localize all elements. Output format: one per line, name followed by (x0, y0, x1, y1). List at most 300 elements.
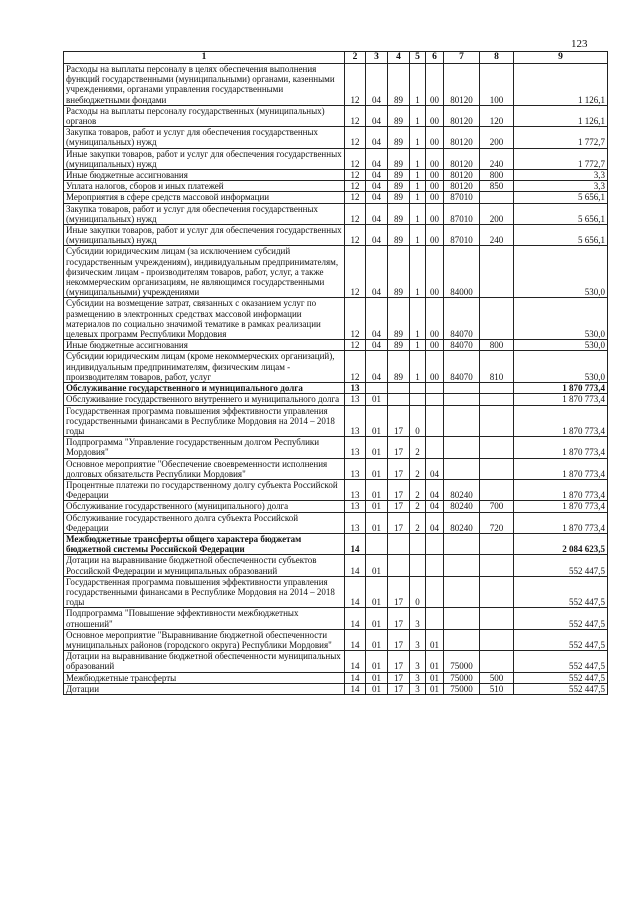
expense-type-cell (480, 458, 514, 479)
activity-cell: 04 (426, 479, 444, 500)
direction-cell (444, 458, 480, 479)
table-row (64, 458, 608, 479)
subprogram-cell: 1 (410, 246, 426, 298)
name-cell: Расходы на выплаты персоналу государственных (муниципальных) органов (64, 105, 345, 126)
direction-cell: 80120 (444, 127, 480, 148)
amount-cell: 552 447,5 (514, 672, 608, 683)
subsection-cell: 01 (366, 479, 388, 500)
activity-cell: 01 (426, 629, 444, 650)
table-row (64, 405, 608, 437)
subprogram-cell (410, 555, 426, 576)
subsection-cell: 04 (366, 246, 388, 298)
subsection-cell: 01 (366, 394, 388, 405)
direction-cell: 84070 (444, 298, 480, 340)
program-cell: 89 (388, 298, 410, 340)
subprogram-cell (410, 383, 426, 394)
activity-cell: 01 (426, 672, 444, 683)
expense-type-cell: 500 (480, 672, 514, 683)
name-cell: Межбюджетные трансферты общего характера бюджетам бюджетной системы Российской Федерации (64, 533, 345, 554)
activity-cell: 00 (426, 340, 444, 351)
activity-cell (426, 437, 444, 458)
program-cell: 17 (388, 683, 410, 694)
section-cell: 12 (345, 203, 366, 224)
subsection-cell (366, 383, 388, 394)
table-row (64, 148, 608, 169)
program-cell: 17 (388, 672, 410, 683)
amount-cell: 1 870 773,4 (514, 405, 608, 437)
direction-cell: 87010 (444, 203, 480, 224)
subsection-cell: 04 (366, 170, 388, 181)
header-cell: 5 (410, 52, 426, 64)
program-cell (388, 394, 410, 405)
table-row (64, 170, 608, 181)
table-row (64, 192, 608, 203)
program-cell: 89 (388, 203, 410, 224)
name-cell: Иные бюджетные ассигнования (64, 340, 345, 351)
name-cell: Подпрограмма "Повышение эффективности межбюджетных отношений" (64, 608, 345, 629)
activity-cell (426, 576, 444, 608)
section-cell: 13 (345, 405, 366, 437)
name-cell: Иные закупки товаров, работ и услуг для обеспечения государственных (муниципальных) нужд (64, 148, 345, 169)
direction-cell: 84000 (444, 246, 480, 298)
expense-type-cell: 700 (480, 501, 514, 512)
direction-cell (444, 533, 480, 554)
name-cell: Уплата налогов, сборов и иных платежей (64, 181, 345, 192)
expense-type-cell: 810 (480, 351, 514, 383)
subsection-cell: 04 (366, 64, 388, 106)
direction-cell: 87010 (444, 225, 480, 246)
activity-cell: 01 (426, 651, 444, 672)
subsection-cell: 04 (366, 105, 388, 126)
subprogram-cell (410, 394, 426, 405)
table-row (64, 512, 608, 533)
name-cell: Мероприятия в сфере средств массовой информации (64, 192, 345, 203)
section-cell: 13 (345, 383, 366, 394)
table-row (64, 576, 608, 608)
section-cell: 14 (345, 683, 366, 694)
table-body (64, 64, 608, 695)
expense-type-cell: 100 (480, 64, 514, 106)
name-cell: Обслуживание государственного (муниципального) долга (64, 501, 345, 512)
header-cell: 3 (366, 52, 388, 64)
expense-type-cell: 120 (480, 105, 514, 126)
header-cell: 9 (514, 52, 608, 64)
amount-cell: 3,3 (514, 170, 608, 181)
name-cell: Подпрограмма "Управление государственным долгом Республики Мордовия" (64, 437, 345, 458)
subsection-cell: 01 (366, 555, 388, 576)
table-row (64, 340, 608, 351)
expense-type-cell: 200 (480, 127, 514, 148)
table-row (64, 479, 608, 500)
expense-type-cell: 720 (480, 512, 514, 533)
direction-cell: 80120 (444, 170, 480, 181)
subsection-cell: 01 (366, 501, 388, 512)
section-cell: 12 (345, 351, 366, 383)
expense-type-cell: 240 (480, 148, 514, 169)
program-cell (388, 555, 410, 576)
expense-type-cell (480, 533, 514, 554)
table-row (64, 105, 608, 126)
direction-cell (444, 608, 480, 629)
program-cell: 89 (388, 148, 410, 169)
header-cell: 1 (64, 52, 345, 64)
table-row (64, 608, 608, 629)
header-row (64, 52, 608, 64)
direction-cell (444, 629, 480, 650)
section-cell: 14 (345, 555, 366, 576)
section-cell: 12 (345, 170, 366, 181)
direction-cell (444, 555, 480, 576)
expense-type-cell (480, 479, 514, 500)
direction-cell: 80120 (444, 105, 480, 126)
name-cell: Дотации на выравнивание бюджетной обеспеченности субъектов Российской Федерации и муниципальных образований (64, 555, 345, 576)
activity-cell: 00 (426, 351, 444, 383)
activity-cell: 00 (426, 127, 444, 148)
table-row (64, 672, 608, 683)
subsection-cell: 04 (366, 127, 388, 148)
activity-cell: 00 (426, 225, 444, 246)
name-cell: Дотации (64, 683, 345, 694)
expense-type-cell: 240 (480, 225, 514, 246)
section-cell: 13 (345, 501, 366, 512)
program-cell (388, 383, 410, 394)
amount-cell: 3,3 (514, 181, 608, 192)
subprogram-cell: 2 (410, 458, 426, 479)
amount-cell: 552 447,5 (514, 576, 608, 608)
table-row (64, 127, 608, 148)
subprogram-cell: 3 (410, 629, 426, 650)
amount-cell: 552 447,5 (514, 651, 608, 672)
activity-cell: 04 (426, 512, 444, 533)
subprogram-cell: 1 (410, 192, 426, 203)
program-cell: 17 (388, 458, 410, 479)
section-cell: 12 (345, 105, 366, 126)
activity-cell: 00 (426, 64, 444, 106)
amount-cell: 1 870 773,4 (514, 394, 608, 405)
direction-cell (444, 394, 480, 405)
activity-cell: 00 (426, 298, 444, 340)
table-row (64, 298, 608, 340)
subsection-cell: 04 (366, 181, 388, 192)
program-cell: 89 (388, 192, 410, 203)
activity-cell: 00 (426, 246, 444, 298)
name-cell: Государственная программа повышения эффективности управления государственными финансами в Республике Мордовия на 2014 – 2018 годы (64, 405, 345, 437)
amount-cell: 552 447,5 (514, 555, 608, 576)
expense-type-cell: 800 (480, 170, 514, 181)
amount-cell: 530,0 (514, 340, 608, 351)
section-cell: 12 (345, 340, 366, 351)
subprogram-cell: 3 (410, 651, 426, 672)
activity-cell (426, 608, 444, 629)
expense-type-cell (480, 555, 514, 576)
direction-cell: 80120 (444, 181, 480, 192)
amount-cell: 5 656,1 (514, 225, 608, 246)
subsection-cell: 01 (366, 512, 388, 533)
direction-cell: 75000 (444, 672, 480, 683)
subsection-cell: 04 (366, 298, 388, 340)
expense-type-cell (480, 608, 514, 629)
amount-cell: 5 656,1 (514, 203, 608, 224)
subsection-cell: 01 (366, 672, 388, 683)
program-cell: 17 (388, 629, 410, 650)
section-cell: 12 (345, 192, 366, 203)
header-cell: 6 (426, 52, 444, 64)
expense-type-cell (480, 383, 514, 394)
table-row (64, 394, 608, 405)
subprogram-cell: 0 (410, 576, 426, 608)
subprogram-cell: 2 (410, 437, 426, 458)
program-cell: 89 (388, 225, 410, 246)
page-number: 123 (571, 38, 588, 50)
section-cell: 14 (345, 608, 366, 629)
expense-type-cell (480, 246, 514, 298)
subsection-cell: 01 (366, 405, 388, 437)
subsection-cell: 01 (366, 651, 388, 672)
subsection-cell: 01 (366, 683, 388, 694)
section-cell: 12 (345, 225, 366, 246)
budget-table (63, 51, 608, 695)
subprogram-cell (410, 533, 426, 554)
section-cell: 12 (345, 64, 366, 106)
name-cell: Иные бюджетные ассигнования (64, 170, 345, 181)
subprogram-cell: 1 (410, 148, 426, 169)
subsection-cell: 04 (366, 351, 388, 383)
name-cell: Основное мероприятие "Выравнивание бюджетной обеспеченности муниципальных районов (городского округа) Республики Мордовия" (64, 629, 345, 650)
name-cell: Иные закупки товаров, работ и услуг для обеспечения государственных (муниципальных) нужд (64, 225, 345, 246)
program-cell: 89 (388, 105, 410, 126)
activity-cell: 00 (426, 170, 444, 181)
section-cell: 13 (345, 394, 366, 405)
section-cell: 14 (345, 651, 366, 672)
activity-cell: 00 (426, 105, 444, 126)
program-cell: 89 (388, 351, 410, 383)
section-cell: 13 (345, 479, 366, 500)
section-cell: 14 (345, 629, 366, 650)
name-cell: Основное мероприятие "Обеспечение своевременности исполнения долговых обязательств Республики Мордовия" (64, 458, 345, 479)
expense-type-cell (480, 394, 514, 405)
section-cell: 12 (345, 181, 366, 192)
amount-cell: 530,0 (514, 351, 608, 383)
header-cell: 8 (480, 52, 514, 64)
expense-type-cell: 850 (480, 181, 514, 192)
program-cell: 17 (388, 651, 410, 672)
activity-cell (426, 533, 444, 554)
direction-cell: 84070 (444, 340, 480, 351)
activity-cell (426, 383, 444, 394)
amount-cell: 1 126,1 (514, 64, 608, 106)
subprogram-cell: 1 (410, 127, 426, 148)
name-cell: Процентные платежи по государственному долгу субъекта Российской Федерации (64, 479, 345, 500)
name-cell: Обслуживание государственного долга субъекта Российской Федерации (64, 512, 345, 533)
expense-type-cell: 200 (480, 203, 514, 224)
subprogram-cell: 1 (410, 340, 426, 351)
activity-cell: 00 (426, 148, 444, 169)
direction-cell: 80240 (444, 479, 480, 500)
table-row (64, 225, 608, 246)
subsection-cell: 01 (366, 458, 388, 479)
amount-cell: 552 447,5 (514, 629, 608, 650)
name-cell: Обслуживание государственного внутреннего и муниципального долга (64, 394, 345, 405)
expense-type-cell (480, 576, 514, 608)
subprogram-cell: 2 (410, 479, 426, 500)
section-cell: 12 (345, 246, 366, 298)
program-cell: 89 (388, 246, 410, 298)
amount-cell: 1 772,7 (514, 127, 608, 148)
header-cell: 7 (444, 52, 480, 64)
name-cell: Обслуживание государственного и муниципального долга (64, 383, 345, 394)
activity-cell: 04 (426, 458, 444, 479)
amount-cell: 1 870 773,4 (514, 512, 608, 533)
header-cell: 2 (345, 52, 366, 64)
amount-cell: 1 870 773,4 (514, 383, 608, 394)
table-row (64, 351, 608, 383)
name-cell: Расходы на выплаты персоналу в целях обеспечения выполнения функций государственными (муниципальными) органами, казенными учреждениями, органами управления государственными внебюджетными фондами (64, 64, 345, 106)
name-cell: Закупка товаров, работ и услуг для обеспечения государственных (муниципальных) нужд (64, 127, 345, 148)
direction-cell (444, 383, 480, 394)
table-row (64, 246, 608, 298)
expense-type-cell: 510 (480, 683, 514, 694)
activity-cell: 00 (426, 192, 444, 203)
subprogram-cell: 2 (410, 512, 426, 533)
program-cell: 17 (388, 479, 410, 500)
subsection-cell: 01 (366, 576, 388, 608)
subsection-cell (366, 533, 388, 554)
subprogram-cell: 2 (410, 501, 426, 512)
subsection-cell: 04 (366, 203, 388, 224)
amount-cell: 1 870 773,4 (514, 437, 608, 458)
activity-cell (426, 394, 444, 405)
expense-type-cell (480, 651, 514, 672)
section-cell: 12 (345, 127, 366, 148)
amount-cell: 1 870 773,4 (514, 479, 608, 500)
subsection-cell: 04 (366, 225, 388, 246)
section-cell: 12 (345, 148, 366, 169)
direction-cell: 80120 (444, 148, 480, 169)
subprogram-cell: 3 (410, 683, 426, 694)
section-cell: 13 (345, 458, 366, 479)
section-cell: 13 (345, 437, 366, 458)
subsection-cell: 04 (366, 340, 388, 351)
table-row (64, 64, 608, 106)
direction-cell: 80240 (444, 501, 480, 512)
direction-cell (444, 576, 480, 608)
direction-cell: 84070 (444, 351, 480, 383)
activity-cell (426, 405, 444, 437)
subprogram-cell: 3 (410, 608, 426, 629)
amount-cell: 1 870 773,4 (514, 501, 608, 512)
expense-type-cell (480, 437, 514, 458)
name-cell: Закупка товаров, работ и услуг для обеспечения государственных (муниципальных) нужд (64, 203, 345, 224)
table-row (64, 629, 608, 650)
header-cell: 4 (388, 52, 410, 64)
activity-cell: 01 (426, 683, 444, 694)
section-cell: 14 (345, 533, 366, 554)
subprogram-cell: 1 (410, 298, 426, 340)
program-cell (388, 533, 410, 554)
program-cell: 17 (388, 501, 410, 512)
subprogram-cell: 1 (410, 203, 426, 224)
subsection-cell: 01 (366, 437, 388, 458)
amount-cell: 530,0 (514, 246, 608, 298)
subsection-cell: 01 (366, 629, 388, 650)
activity-cell (426, 555, 444, 576)
expense-type-cell (480, 629, 514, 650)
section-cell: 12 (345, 298, 366, 340)
amount-cell: 1 126,1 (514, 105, 608, 126)
expense-type-cell (480, 192, 514, 203)
program-cell: 89 (388, 340, 410, 351)
table-row (64, 683, 608, 694)
subsection-cell: 04 (366, 192, 388, 203)
subsection-cell: 04 (366, 148, 388, 169)
name-cell: Субсидии на возмещение затрат, связанных с оказанием услуг по размещению в электронных средствах массовой информации материалов по социально значимой тематике в рамках реализации целевых программ Республики Мордовия (64, 298, 345, 340)
name-cell: Государственная программа повышения эффективности управления государственными финансами в Республике Мордовия на 2014 – 2018 годы (64, 576, 345, 608)
program-cell: 17 (388, 405, 410, 437)
table-row (64, 533, 608, 554)
amount-cell: 5 656,1 (514, 192, 608, 203)
amount-cell: 2 084 623,5 (514, 533, 608, 554)
direction-cell: 87010 (444, 192, 480, 203)
subprogram-cell: 1 (410, 225, 426, 246)
table-row (64, 181, 608, 192)
section-cell: 14 (345, 576, 366, 608)
activity-cell: 00 (426, 181, 444, 192)
name-cell: Дотации на выравнивание бюджетной обеспеченности муниципальных образований (64, 651, 345, 672)
amount-cell: 530,0 (514, 298, 608, 340)
program-cell: 17 (388, 437, 410, 458)
program-cell: 89 (388, 64, 410, 106)
name-cell: Субсидии юридическим лицам (кроме некоммерческих организаций), индивидуальным предпринимателям, физическим лицам - производителям товаров, работ, услуг (64, 351, 345, 383)
table-row (64, 203, 608, 224)
direction-cell: 80240 (444, 512, 480, 533)
activity-cell: 00 (426, 203, 444, 224)
direction-cell: 75000 (444, 683, 480, 694)
table-row (64, 437, 608, 458)
table-row (64, 501, 608, 512)
direction-cell (444, 405, 480, 437)
program-cell: 89 (388, 181, 410, 192)
amount-cell: 552 447,5 (514, 608, 608, 629)
subprogram-cell: 1 (410, 105, 426, 126)
expense-type-cell (480, 405, 514, 437)
expense-type-cell (480, 298, 514, 340)
program-cell: 89 (388, 170, 410, 181)
table-row (64, 383, 608, 394)
subprogram-cell: 3 (410, 672, 426, 683)
program-cell: 89 (388, 127, 410, 148)
program-cell: 17 (388, 608, 410, 629)
amount-cell: 1 772,7 (514, 148, 608, 169)
amount-cell: 552 447,5 (514, 683, 608, 694)
subprogram-cell: 0 (410, 405, 426, 437)
subprogram-cell: 1 (410, 170, 426, 181)
direction-cell: 75000 (444, 651, 480, 672)
name-cell: Межбюджетные трансферты (64, 672, 345, 683)
program-cell: 17 (388, 576, 410, 608)
program-cell: 17 (388, 512, 410, 533)
table-row (64, 651, 608, 672)
section-cell: 14 (345, 672, 366, 683)
subprogram-cell: 1 (410, 64, 426, 106)
activity-cell: 04 (426, 501, 444, 512)
direction-cell: 80120 (444, 64, 480, 106)
table-row (64, 555, 608, 576)
direction-cell (444, 437, 480, 458)
subprogram-cell: 1 (410, 181, 426, 192)
subprogram-cell: 1 (410, 351, 426, 383)
amount-cell: 1 870 773,4 (514, 458, 608, 479)
subsection-cell: 01 (366, 608, 388, 629)
